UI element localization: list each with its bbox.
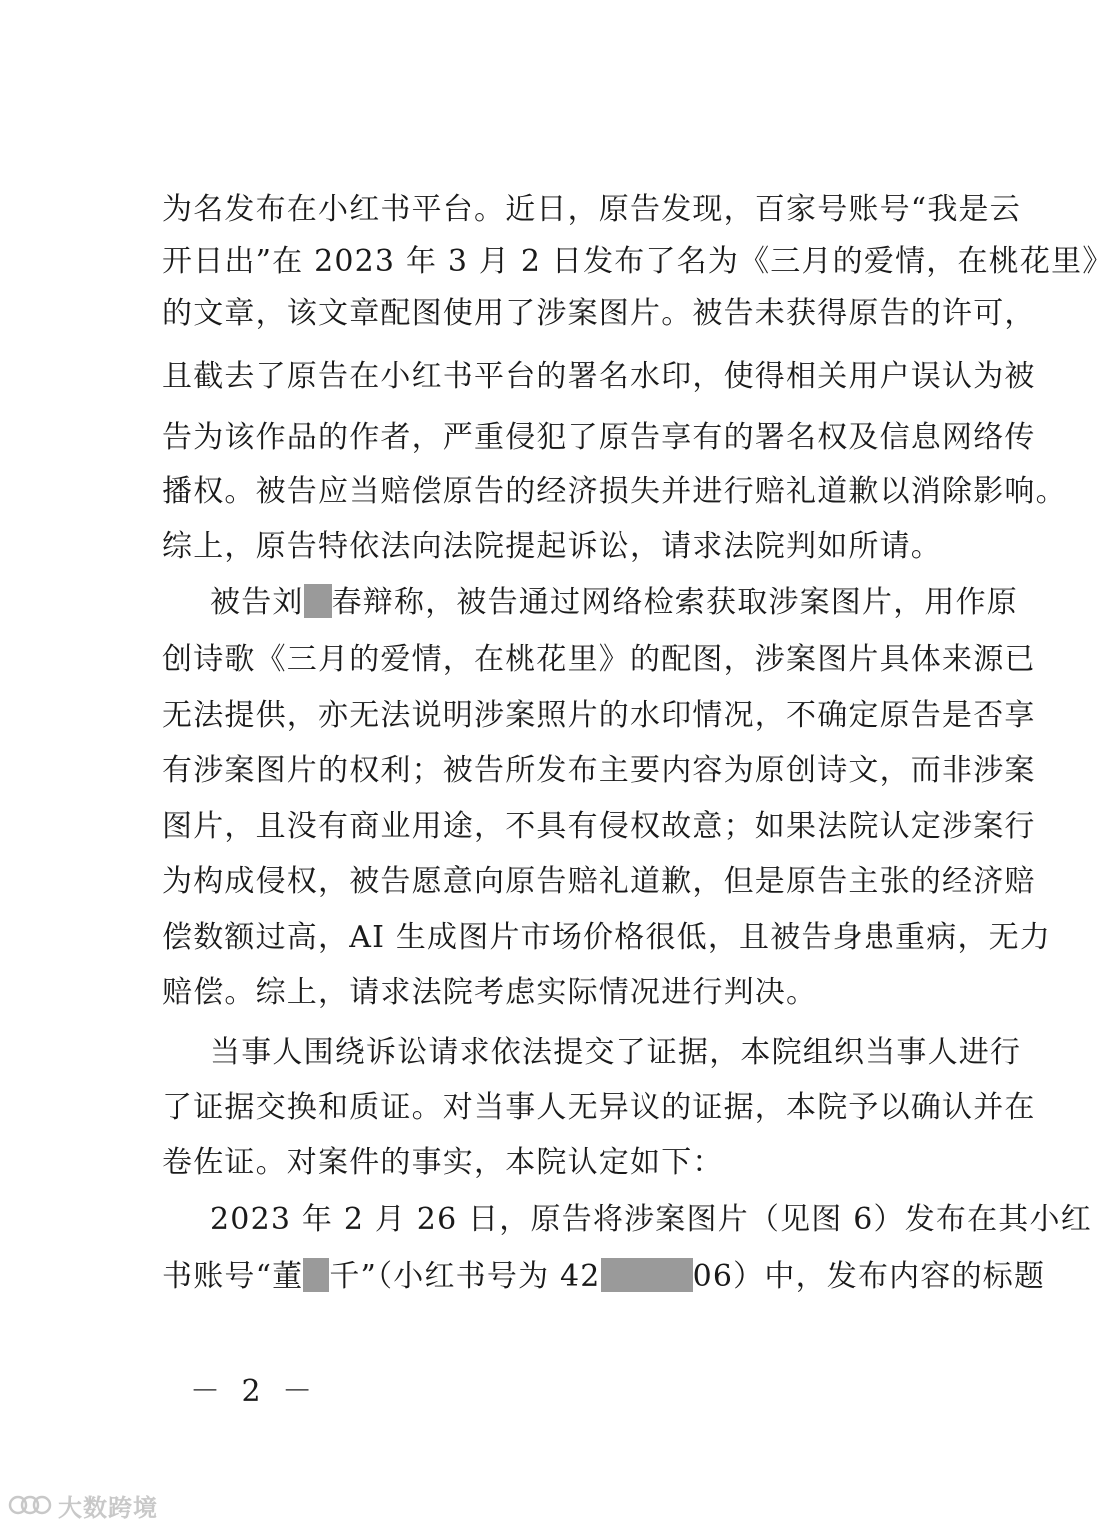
redaction-block — [601, 1258, 693, 1292]
redaction-block — [304, 584, 332, 618]
text-line: 为名发布在小红书平台。近日，原告发现，百家号账号“我是云 — [162, 192, 1021, 227]
text-line: 告为该作品的作者，严重侵犯了原告享有的署名权及信息网络传 — [162, 420, 1036, 455]
text-line: 无法提供，亦无法说明涉案照片的水印情况，不确定原告是否享 — [162, 698, 1036, 733]
text-line: 综上，原告特依法向法院提起诉讼，请求法院判如所请。 — [162, 529, 942, 564]
text-line: 开日出”在 2023 年 3 月 2 日发布了名为《三月的爱情，在桃花里》 — [162, 244, 1113, 279]
text-line-with-redaction — [210, 583, 1019, 623]
text-line: 的文章，该文章配图使用了涉案图片。被告未获得原告的许可， — [162, 296, 1036, 331]
text-line: 了证据交换和质证。对当事人无异议的证据，本院予以确认并在 — [162, 1090, 1036, 1125]
text-line: 且截去了原告在小红书平台的署名水印，使得相关用户误认为被 — [162, 359, 1036, 394]
text-line: 偿数额过高，AI 生成图片市场价格很低，且被告身患重病，无力 — [162, 920, 1052, 955]
text-segment: 书账号“董 — [162, 1259, 304, 1294]
text-line: 赔偿。综上，请求法院考虑实际情况进行判决。 — [162, 975, 818, 1010]
text-line: 创诗歌《三月的爱情，在桃花里》的配图，涉案图片具体来源已 — [162, 642, 1036, 677]
text-segment: 千”（小红书号为 42 — [329, 1259, 601, 1294]
text-line: 当事人围绕诉讼请求依法提交了证据，本院组织当事人进行 — [210, 1035, 1022, 1070]
watermark — [8, 1490, 158, 1520]
text-line: 播权。被告应当赔偿原告的经济损失并进行赔礼道歉以消除影响。 — [162, 474, 1067, 509]
text-line: 有涉案图片的权利；被告所发布主要内容为原创诗文，而非涉案 — [162, 753, 1036, 788]
text-line: 为构成侵权，被告愿意向原告赔礼道歉，但是原告主张的经济赔 — [162, 864, 1036, 899]
text-line: 2023 年 2 月 26 日，原告将涉案图片（见图 6）发布在其小红 — [210, 1202, 1092, 1237]
page-number: － 2 － — [190, 1374, 319, 1409]
text-segment: 06）中，发布内容的标题 — [692, 1259, 1046, 1294]
watermark-logo-icon — [8, 1493, 52, 1517]
redaction-block — [303, 1258, 329, 1292]
watermark-text: 大数跨境 — [58, 1493, 158, 1522]
text-segment: 被告刘 — [210, 585, 304, 620]
text-line: 图片，且没有商业用途，不具有侵权故意；如果法院认定涉案行 — [162, 809, 1036, 844]
text-segment: 春辩称，被告通过网络检索获取涉案图片，用作原 — [331, 585, 1019, 620]
text-line: 卷佐证。对案件的事实，本院认定如下： — [162, 1145, 724, 1180]
text-line-with-redaction — [162, 1257, 1046, 1297]
